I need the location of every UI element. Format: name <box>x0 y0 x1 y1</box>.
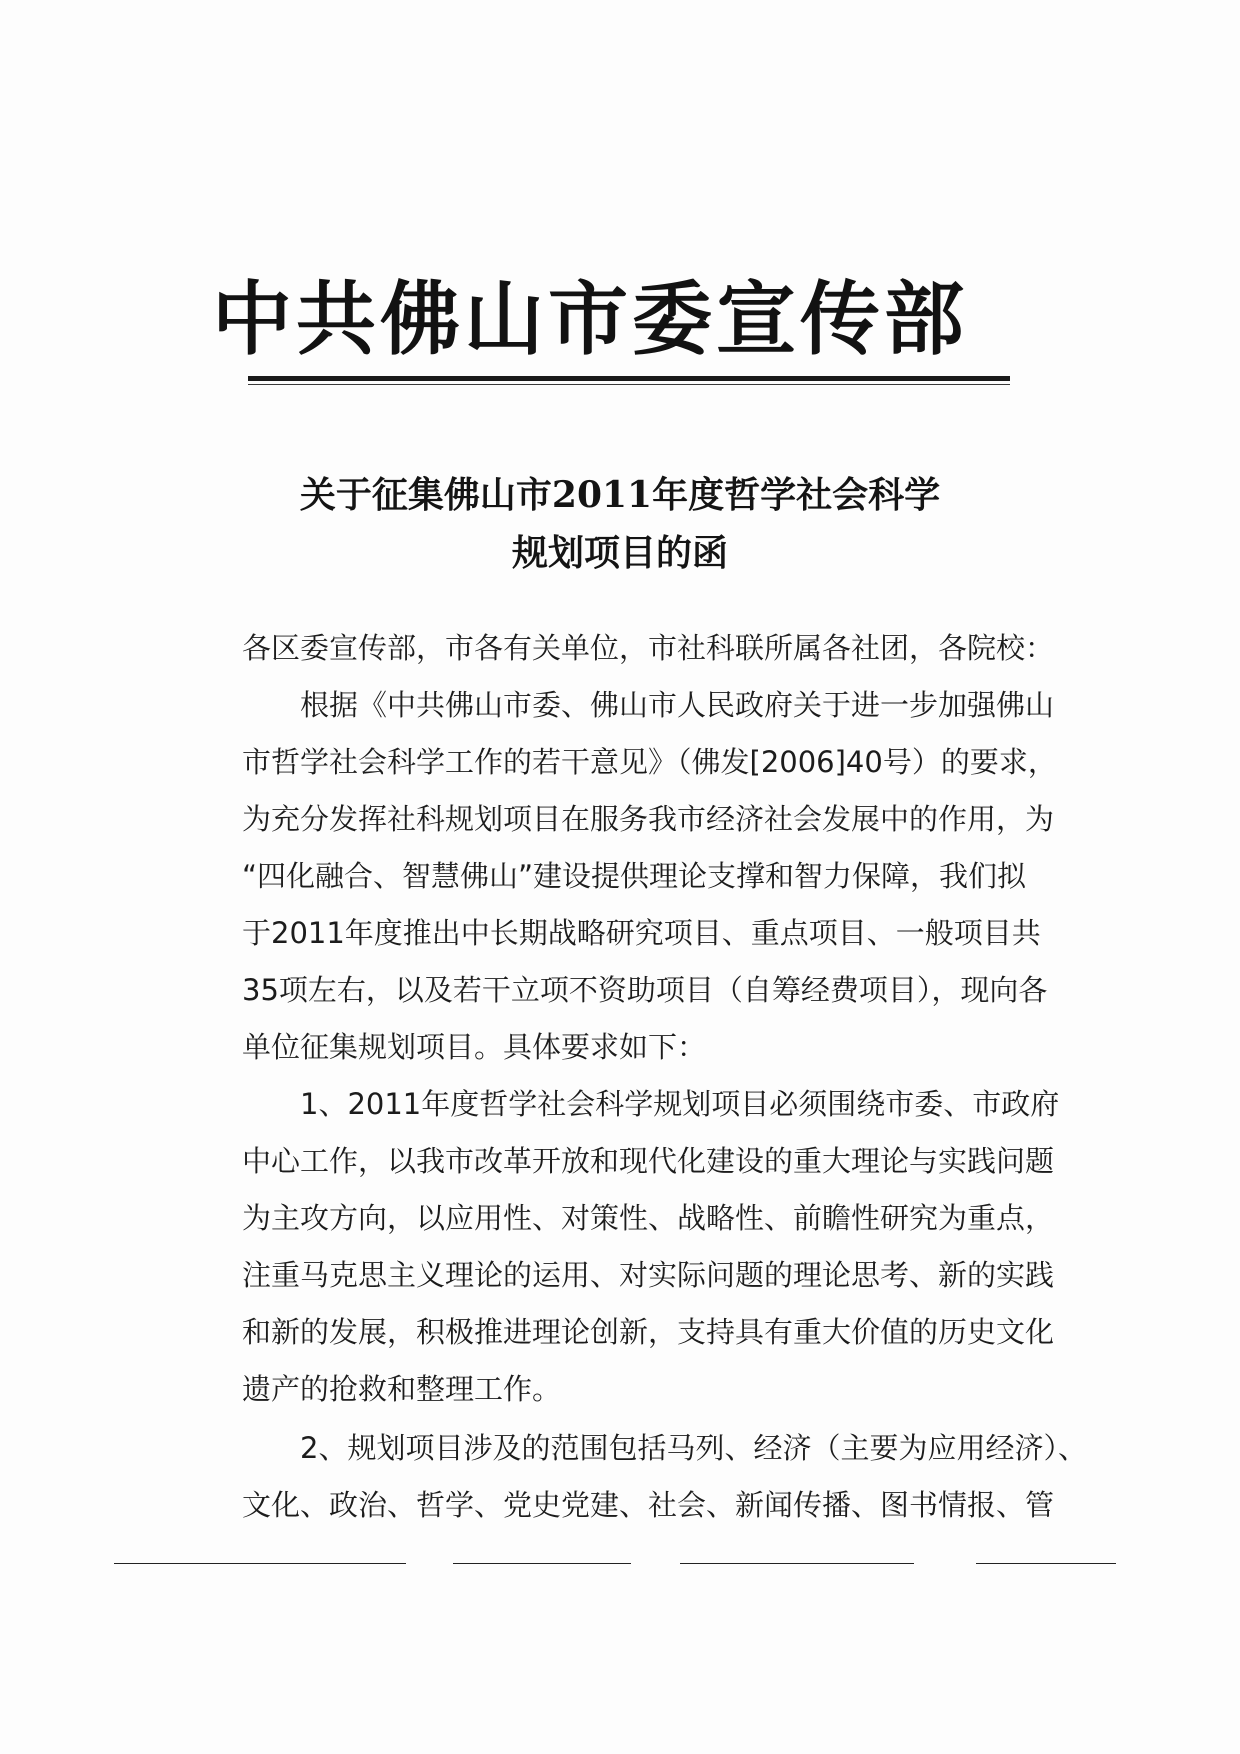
document-title <box>200 466 1040 582</box>
body-line: “四化融合、智慧佛山”建设提供理论支撑和智力保障，我们拟 <box>242 859 1027 893</box>
document-title-line-2: 规划项目的函 <box>511 532 728 574</box>
body-line: 为充分发挥社科规划项目在服务我市经济社会发展中的作用，为 <box>242 802 1055 836</box>
document-title-line-1: 关于征集佛山市2011年度哲学社会科学 <box>299 474 941 516</box>
footer-rule <box>114 1563 406 1564</box>
body-line: 1、2011年度哲学社会科学规划项目必须围绕市委、市政府 <box>242 1087 1060 1121</box>
body-line: 35项左右，以及若干立项不资助项目（自筹经费项目），现向各 <box>242 973 1048 1007</box>
body-line: 市哲学社会科学工作的若干意见》（佛发[2006]40号）的要求， <box>242 745 1057 779</box>
body-line: 各区委宣传部，市各有关单位，市社科联所属各社团，各院校： <box>242 631 1055 665</box>
body-line: 遗产的抢救和整理工作。 <box>242 1372 562 1406</box>
footer-rule <box>680 1563 914 1564</box>
body-line: 为主攻方向，以应用性、对策性、战略性、前瞻性研究为重点， <box>242 1201 1055 1235</box>
body-line: 文化、政治、哲学、党史党建、社会、新闻传播、图书情报、管 <box>242 1488 1055 1522</box>
body-line: 注重马克思主义理论的运用、对实际问题的理论思考、新的实践 <box>242 1258 1055 1292</box>
body-line: 和新的发展，积极推进理论创新，支持具有重大价值的历史文化 <box>242 1315 1055 1349</box>
footer-rule <box>453 1563 631 1564</box>
body-line: 中心工作，以我市改革开放和现代化建设的重大理论与实践问题 <box>242 1144 1055 1178</box>
letterhead-org-name: 中共佛山市委宣传部 <box>212 272 968 366</box>
body-line: 单位征集规划项目。具体要求如下： <box>242 1030 707 1064</box>
letterhead-rule-thick <box>248 376 1010 381</box>
body-line: 根据《中共佛山市委、佛山市人民政府关于进一步加强佛山 <box>242 688 1055 722</box>
body-line: 于2011年度推出中长期战略研究项目、重点项目、一般项目共 <box>242 916 1041 950</box>
body-line: 2、规划项目涉及的范围包括马列、经济（主要为应用经济）、 <box>242 1431 1087 1465</box>
footer-rule <box>976 1563 1116 1564</box>
letterhead-rule-thin <box>248 384 1010 385</box>
